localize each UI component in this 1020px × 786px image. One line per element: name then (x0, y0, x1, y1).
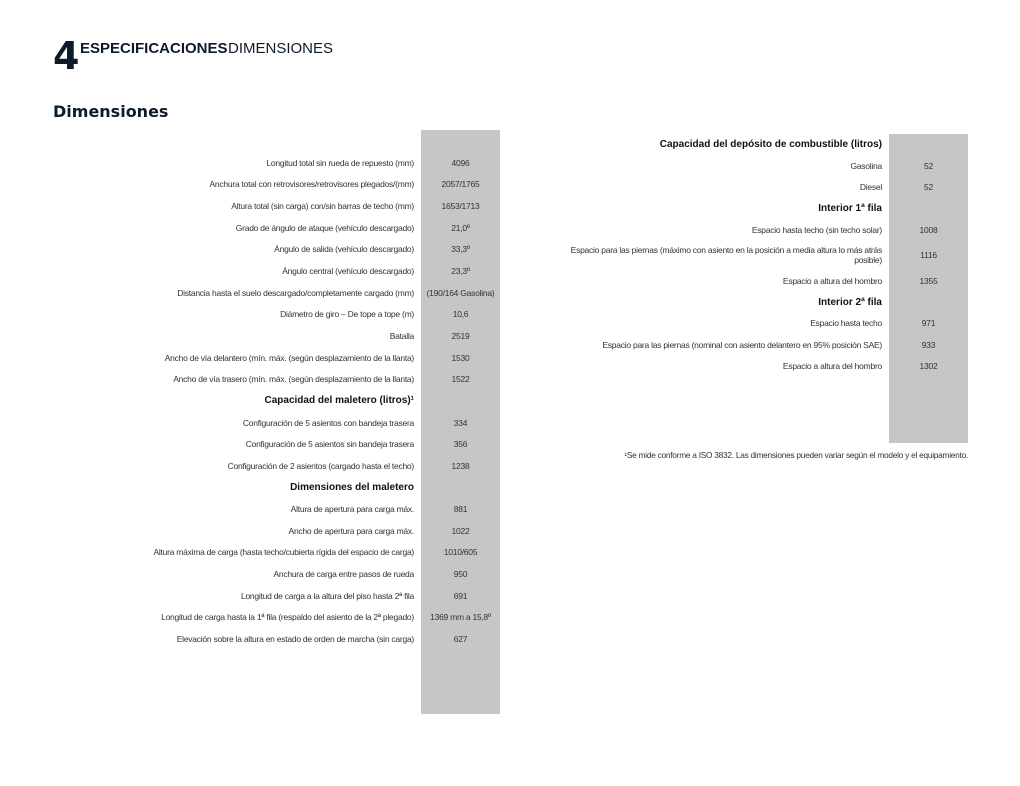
row-label: Configuración de 5 asientos sin bandeja trasera (245, 439, 414, 450)
chapter-subtitle: DIMENSIONES (228, 40, 334, 57)
table-row (540, 177, 968, 198)
row-label: Espacio para las piernas (máximo con asiento en la posición a media altura lo más atrás posible) (570, 245, 882, 266)
row-label: Longitud de carga a la altura del piso hasta 2ª fila (240, 590, 414, 601)
row-label: Espacio a altura del hombro (782, 275, 882, 286)
section-title: Dimensiones (53, 102, 169, 121)
row-value: 10,6 (452, 309, 469, 320)
row-value: 2057/1765 (441, 179, 480, 190)
row-label: Distancia hasta el suelo descargado/completamente cargado (mm) (177, 287, 414, 298)
row-label: Gasolina (850, 161, 882, 172)
chapter-number: 4 (53, 34, 79, 78)
row-label: Elevación sobre la altura en estado de orden de marcha (sin carga) (176, 633, 414, 644)
row-label: Longitud de carga hasta la 1ª fila (respaldo del asiento de la 2ª plegado) (161, 612, 414, 623)
table-row (90, 585, 500, 607)
row-label: Anchura total con retrovisores/retrovisores plegados/(mm) (209, 179, 414, 190)
row-value: 33,3º (451, 244, 470, 255)
table-row (540, 155, 968, 176)
table-row (90, 347, 500, 369)
table-row (90, 542, 500, 564)
table-row (90, 563, 500, 585)
row-label: Anchura de carga entre pasos de rueda (273, 568, 414, 579)
table-row (90, 412, 500, 434)
section-heading-label: Interior 1ª fila (818, 203, 882, 215)
row-value: 971 (921, 318, 936, 329)
row-label: Espacio hasta techo (810, 318, 882, 329)
row-value: 52 (924, 161, 933, 172)
table-row (90, 606, 500, 628)
row-label: Espacio hasta techo (sin techo solar) (751, 225, 882, 236)
row-label: Ángulo central (vehículo descargado) (282, 266, 414, 277)
row-value: 4096 (451, 157, 470, 168)
row-value: 691 (453, 590, 468, 601)
section-heading-label: Interior 2ª fila (818, 296, 882, 308)
row-value: 881 (453, 504, 468, 515)
row-value: 52 (924, 182, 933, 193)
row-label: Ancho de vía delantero (mín. máx. (según desplazamiento de la llanta) (164, 352, 414, 363)
row-value: 1010/605 (443, 547, 478, 558)
row-value: 627 (453, 633, 468, 644)
table-row (90, 628, 500, 650)
row-label: Altura total (sin carga) con/sin barras de techo (mm) (231, 201, 414, 212)
row-value: 1116 (920, 250, 937, 261)
table-row (90, 195, 500, 217)
table-row (90, 217, 500, 239)
row-label: Diámetro de giro – De tope a tope (m) (280, 309, 414, 320)
row-value: 1653/1713 (441, 201, 480, 212)
row-label: Espacio a altura del hombro (782, 361, 882, 372)
table-row (90, 325, 500, 347)
row-value: 23,3º (451, 266, 470, 277)
table-row (540, 356, 968, 377)
row-value: 1522 (451, 374, 470, 385)
table-row (90, 498, 500, 520)
chapter-title: ESPECIFICACIONES (80, 40, 228, 57)
row-value: 1238 (451, 460, 470, 471)
table-row (90, 368, 500, 390)
row-value: 1302 (919, 361, 938, 372)
row-value: 950 (453, 568, 468, 579)
row-label: Grado de ángulo de ataque (vehículo descargado) (235, 222, 414, 233)
row-label: Batalla (389, 330, 414, 341)
table-section-heading (90, 477, 500, 499)
table-section-heading (540, 134, 968, 155)
section-heading-label: Capacidad del depósito de combustible (litros) (659, 139, 882, 151)
dimensions-table-right (540, 134, 968, 377)
row-value: 334 (453, 417, 468, 428)
row-value: 2519 (451, 330, 470, 341)
row-value: (190/164 Gasolina) (426, 287, 495, 298)
table-row (540, 313, 968, 334)
row-label: Altura máxima de carga (hasta techo/cubierta rígida del espacio de carga) (153, 547, 414, 558)
row-label: Espacio para las piernas (nominal con asiento delantero en 95% posición SAE) (602, 339, 882, 350)
table-row (90, 303, 500, 325)
table-row (90, 455, 500, 477)
table-row (90, 174, 500, 196)
table-row (90, 520, 500, 542)
row-value: 1369 mm a 15,8º (430, 612, 491, 623)
table-row (540, 220, 968, 241)
row-value: 21,0º (451, 222, 470, 233)
row-value: 1022 (451, 525, 470, 536)
row-label: Ancho de apertura para carga máx. (288, 525, 414, 536)
footnote: ¹Se mide conforme a ISO 3832. Las dimensiones pueden variar según el modelo y el equipamiento. (624, 450, 968, 460)
row-label: Configuración de 2 asientos (cargado hasta el techo) (227, 460, 414, 471)
row-value: 1355 (919, 275, 938, 286)
row-label: Diesel (859, 182, 882, 193)
table-row (90, 282, 500, 304)
dimensions-table-left (90, 152, 500, 650)
table-row (90, 433, 500, 455)
row-value: 933 (921, 339, 936, 350)
table-row (90, 260, 500, 282)
section-heading-label: Dimensiones del maletero (290, 481, 414, 493)
row-label: Configuración de 5 asientos con bandeja trasera (242, 417, 414, 428)
table-row (90, 152, 500, 174)
row-value: 1008 (919, 225, 938, 236)
table-row (540, 334, 968, 355)
row-value: 1530 (451, 352, 470, 363)
table-section-heading (540, 291, 968, 312)
row-value: 356 (453, 439, 468, 450)
table-row (540, 241, 968, 270)
row-label: Longitud total sin rueda de repuesto (mm) (266, 157, 414, 168)
section-heading-label: Capacidad del maletero (litros)¹ (264, 395, 414, 407)
row-label: Altura de apertura para carga máx. (290, 504, 414, 515)
row-label: Ancho de vía trasero (mín. máx. (según desplazamiento de la llanta) (173, 374, 414, 385)
table-row (540, 270, 968, 291)
table-row (90, 239, 500, 261)
table-section-heading (90, 390, 500, 412)
row-label: Ángulo de salida (vehículo descargado) (274, 244, 414, 255)
table-section-heading (540, 198, 968, 219)
